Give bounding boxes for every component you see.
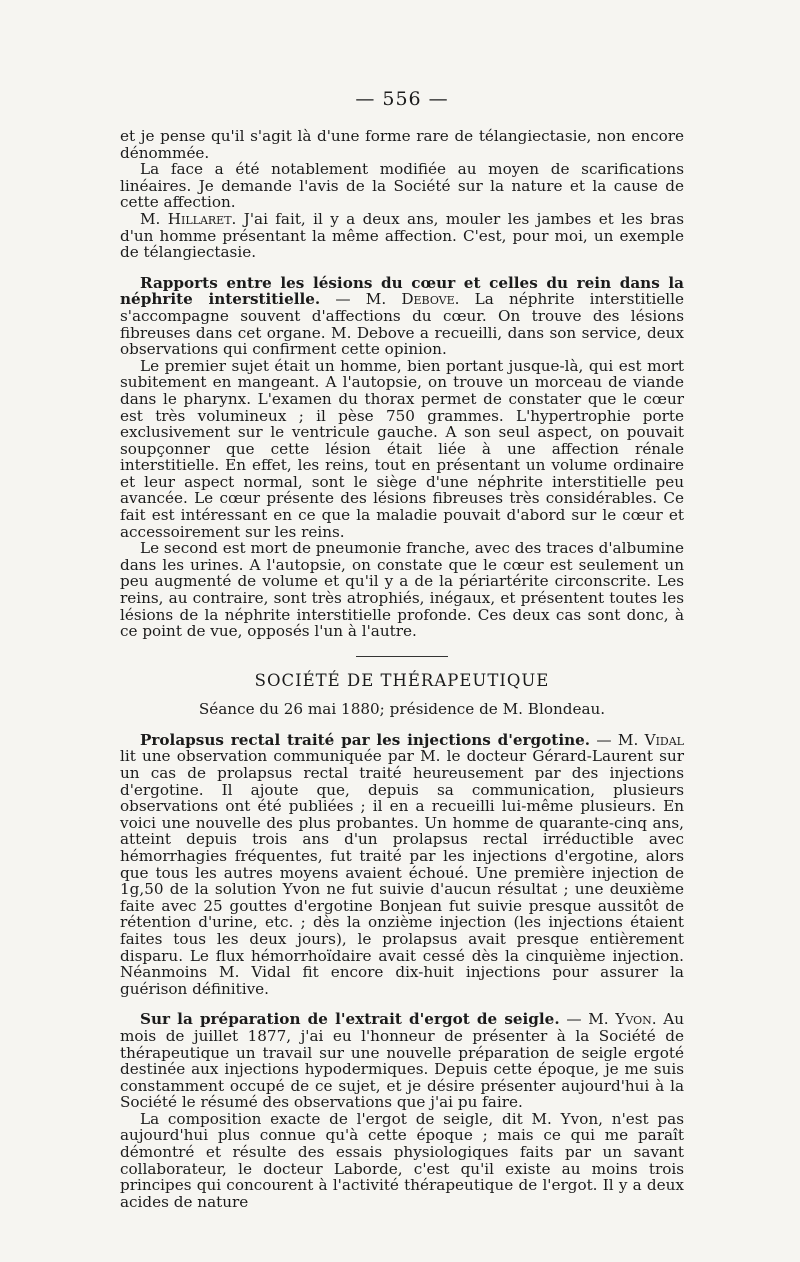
speaker-hillaret: M. Hillaret. <box>140 209 237 228</box>
society-heading: SOCIÉTÉ DE THÉRAPEUTIQUE <box>254 670 550 690</box>
paragraph-face: La face a été notablement modifiée au moyen de scarifications linéaires. Je demande l'avis de la Société sur la nature et la cause de cette affection. <box>120 160 684 212</box>
author-yvon: — M. Yvon. <box>559 1010 657 1029</box>
author-debove: — M. Debove. <box>320 290 460 309</box>
paragraph-composition: La composition exacte de l'ergot de seigle, dit M. Yvon, n'est pas aujourd'hui plus connue qu'à cette époque ; mais ce qui me paraît démontré et résulte des essais physiologiques faits par un savant collaborateur, le docteur Laborde, c'est qu'il existe au moins trois principes qui concourent à l'activité thérapeutique de l'ergot. Il y a deux acides de nature <box>120 1109 684 1211</box>
section-title-yvon: Sur la préparation de l'extrait d'ergot de seigle. <box>140 1010 560 1029</box>
paragraph-continuation: et je pense qu'il s'agit là d'une forme rare de télangiectasie, non encore dénommée. <box>120 127 684 162</box>
section-divider <box>356 656 448 657</box>
section-yvon: Sur la préparation de l'extrait d'ergot de seigle. — M. Yvon. Au mois de juillet 1877, j'ai eu l'honneur de présenter à la Société de thérapeutique un travail sur une nouvelle préparation de seigle ergoté destinée aux injections hypodermiques. Depuis cette époque, je me suis constamment occupé de ce sujet, et je désire présenter aujourd'hui à la Société le résumé des observations que j'ai pu faire. <box>120 1010 685 1112</box>
author-vidal: — M. Vidal <box>590 730 684 749</box>
section-title-vidal: Prolapsus rectal traité par les injections d'ergotine. <box>140 730 591 749</box>
paragraph-hillaret: M. Hillaret. J'ai fait, il y a deux ans, mouler les jambes et les bras d'un homme présentant la même affection. C'est, pour moi, un exemple de télangiectasie. <box>120 209 684 262</box>
page-number: — 556 — <box>355 88 449 110</box>
section-debove: Rapports entre les lésions du cœur et celles du rein dans la néphrite interstitielle. — M. Debove. La néphrite interstitielle s'accompagne souvent d'affections du cœur. On trouve des lésions fibreuses dans cet organe. M. Debove a recueilli, dans son service, deux observations qui confirment cette opinion. <box>120 273 685 359</box>
seance-line: Séance du 26 mai 1880; présidence de M. Blondeau. <box>198 699 606 718</box>
paragraph-premier-sujet: Le premier sujet était un homme, bien portant jusque-là, qui est mort subitement en mangeant. A l'autopsie, on trouve un morceau de viande dans le pharynx. L'examen du thorax permet de constater que le cœur est très volumineux ; il pèse 750 grammes. L'hypertrophie porte exclusivement sur le ventricule gauche. A son seul aspect, on pouvait soupçonner que cette lésion était liée à une affection rénale interstitielle. En effet, les reins, tout en présentant un volume ordinaire et leur aspect normal, sont le siège d'une néphrite interstitielle peu avancée. Le cœur présente des lésions fibreuses très considérables. Ce fait est intéressant en ce que la maladie pouvait d'abord sur le cœur et accessoirement sur les reins. <box>120 356 684 541</box>
section-vidal: Prolapsus rectal traité par les injections d'ergotine. — M. Vidal lit une observation communiquée par M. le docteur Gérard-Laurent sur un cas de prolapsus rectal traité heureusement par des injections d'ergotine. Il ajoute que, depuis sa communication, plusieurs observations ont été publiées ; il en a recueilli lui-même plusieurs. En voici une nouvelle des plus probantes. Un homme de quarante-cinq ans, atteint depuis trois ans d'un prolapsus rectal irréductible avec hémorrhagies fréquentes, fut traité par les injections d'ergotine, alors que tous les autres moyens avaient échoué. Une première injection de 1g,50 de la solution Yvon ne fut suivie d'aucun résultat ; une deuxième faite avec 25 gouttes d'ergotine Bonjean fut suivie presque aussitôt de rétention d'urine, etc. ; dès la onzième injection (les injections étaient faites tous les deux jours), le prolapsus avait presque entièrement disparu. Le flux hémorrhoïdaire avait cessé dès la cinquième injection. Néanmoins M. Vidal fit encore dix-huit injections pour assurer la guérison définitive. <box>120 730 684 998</box>
paragraph-second-sujet: Le second est mort de pneumonie franche, avec des traces d'albumine dans les urines. A l'autopsie, on constate que le cœur est seulement un peu augmenté de volume et qu'il y a de la périartérite circonscrite. Les reins, au contraire, sont très atrophiés, inégaux, et présentent toutes les lésions de la néphrite interstitielle profonde. Ces deux cas sont donc, à ce point de vue, opposés l'un à l'autre. <box>120 539 684 641</box>
section-title-debove: Rapports entre les lésions du cœur et celles du rein dans la néphrite interstitielle. <box>120 273 684 309</box>
